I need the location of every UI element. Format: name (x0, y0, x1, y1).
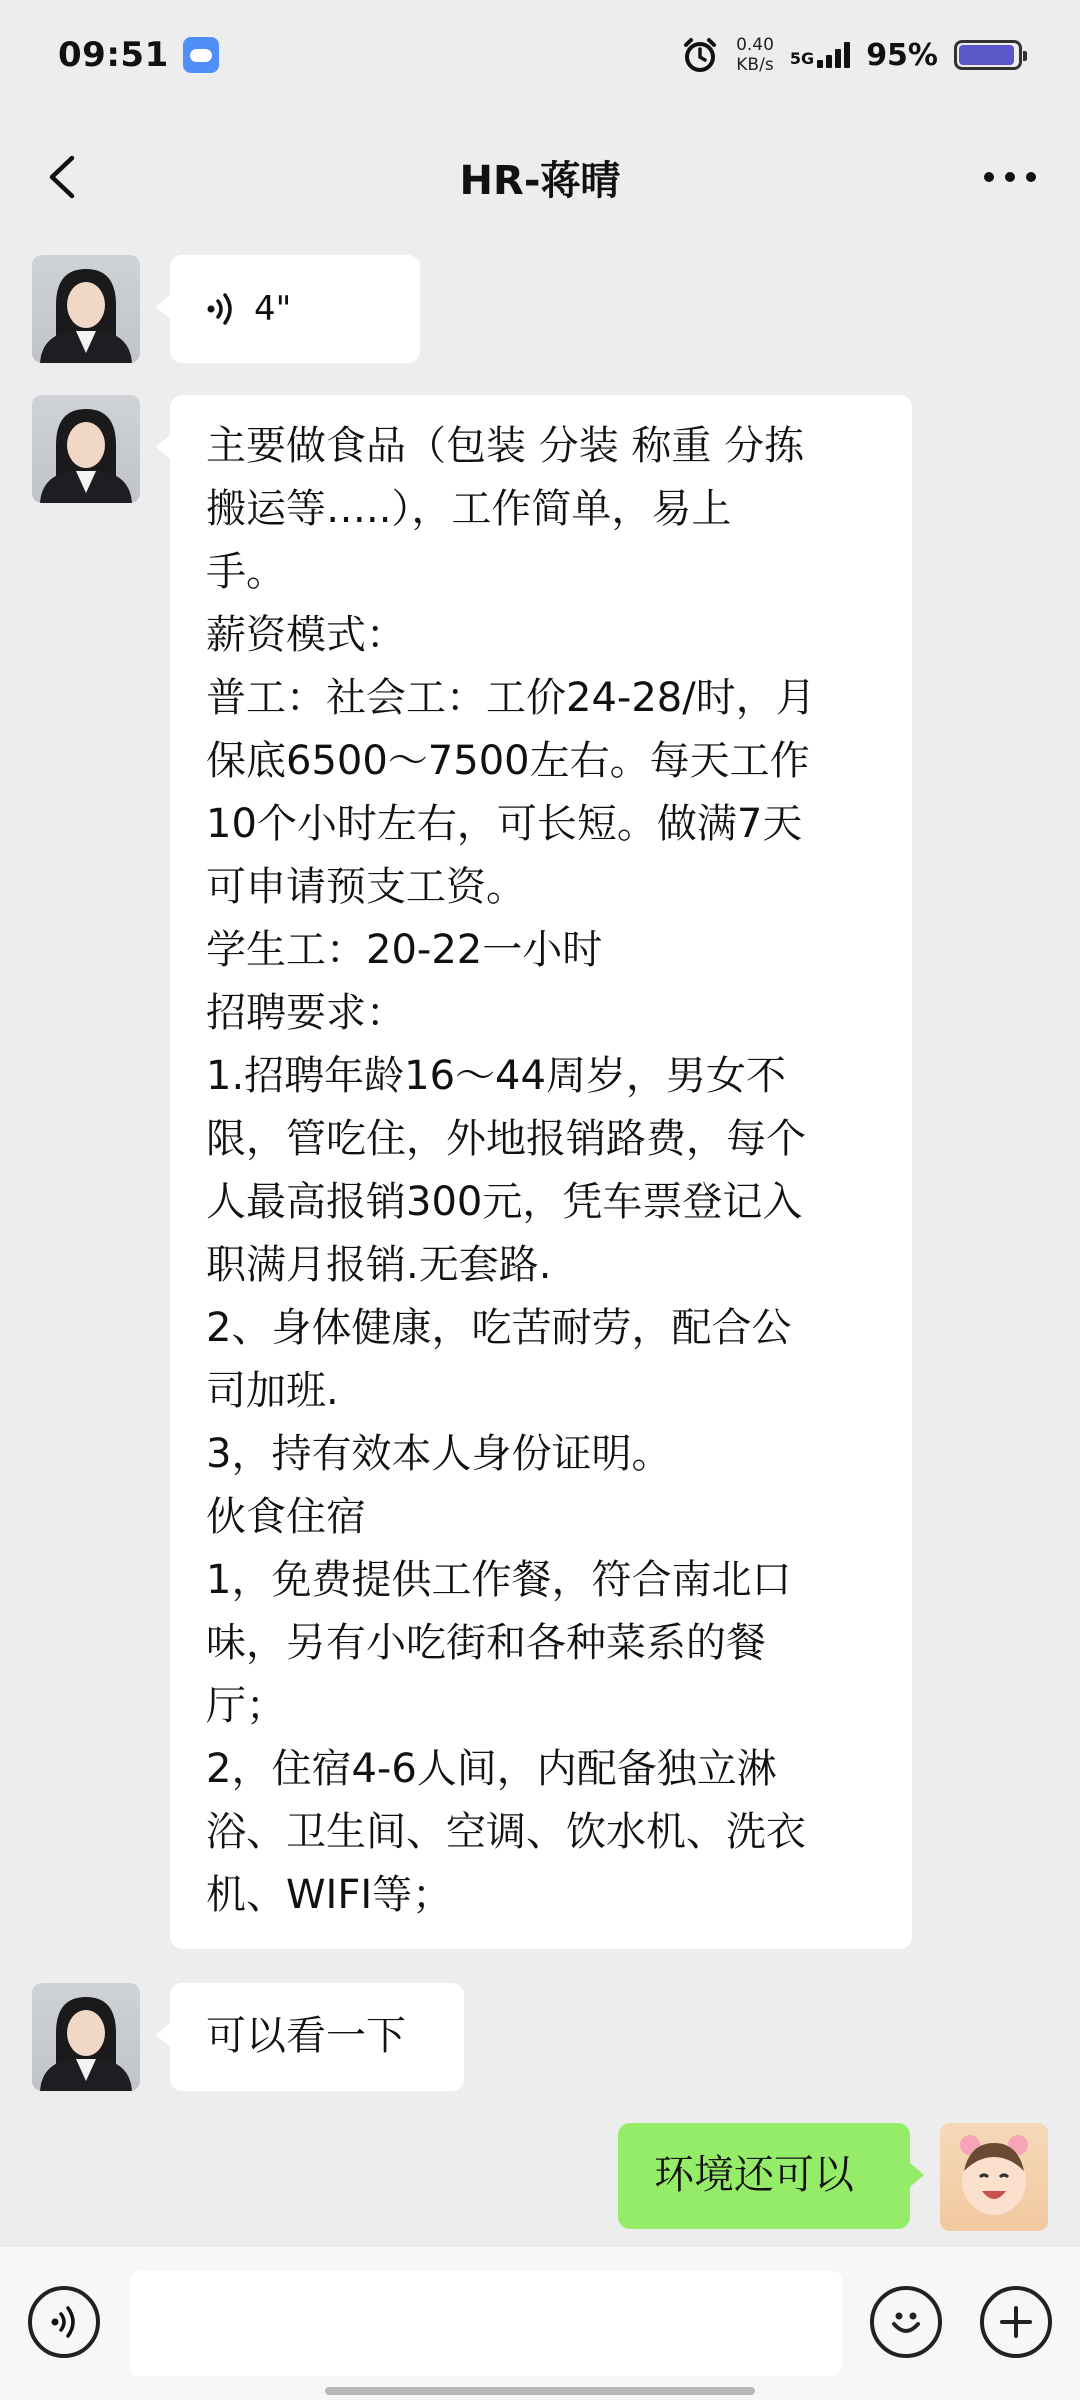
status-indicators (680, 35, 1022, 75)
message-text: 环境还可以 (654, 2152, 854, 2198)
message-text: 主要做食品（包装 分装 称重 分拣 搬运等…..），工作简单，易上 手。 薪资模式： 普工：社会工：工价24-28/时，月 保底6500～7500左右。每天工作 10个小时左右，可长短。做满7天 可申请预支工资。 学生工：20-22一小时 招聘要求： 1.招聘年龄16～44周岁，男女不 限，管吃住，外地报销路费，每个 人最高报销300元，凭车票登记入 职满月报销.无套路. 2、身体健康，吃苦耐劳，配合公 司加班. 3，持有效本人身份证明。 伙食住宿 1，免费提供工作餐，符合南北口 味，另有小吃街和各种菜系的餐 厅； 2，住宿4-6人间，内配备独立淋 浴、卫生间、空调、饮水机、洗衣 机、WIFI等； (206, 423, 816, 1918)
battery-icon (954, 40, 1022, 70)
voice-toggle-button[interactable] (28, 2286, 100, 2358)
network-type: 5G (789, 49, 815, 68)
chat-title: HR-蒋晴 (459, 158, 621, 204)
network-speed-unit: KB/s (736, 55, 774, 75)
message-list[interactable] (0, 245, 1080, 2245)
back-button[interactable] (40, 152, 90, 202)
avatar-self[interactable] (940, 2123, 1048, 2231)
plus-icon (996, 2302, 1036, 2342)
input-bar (0, 2245, 1080, 2400)
status-time: 09:51 (58, 35, 169, 75)
voice-duration: 4" (254, 288, 292, 329)
avatar-hr[interactable] (32, 255, 140, 363)
text-message[interactable] (170, 1983, 464, 2091)
avatar-hr[interactable] (32, 395, 140, 503)
voice-message[interactable] (170, 255, 420, 363)
chat-header (0, 110, 1080, 245)
network-speed-value: 0.40 (736, 35, 774, 55)
voice-icon (206, 291, 236, 327)
signal (790, 42, 850, 68)
network-speed (736, 35, 774, 75)
sent-message[interactable] (618, 2123, 910, 2229)
chevron-left-icon (40, 152, 90, 202)
message-input[interactable] (130, 2271, 842, 2376)
text-message[interactable] (170, 395, 912, 1949)
signal-bars-icon (817, 42, 850, 68)
plus-button[interactable] (980, 2286, 1052, 2358)
weather-icon (183, 37, 219, 73)
message-text: 可以看一下 (206, 2013, 406, 2059)
avatar-hr[interactable] (32, 1983, 140, 2091)
emoji-icon (884, 2300, 928, 2344)
more-button[interactable] (980, 152, 1040, 202)
battery-percent: 95% (866, 37, 938, 73)
home-indicator[interactable] (325, 2387, 755, 2395)
more-dots-icon (980, 152, 1040, 202)
battery-level-fill (959, 45, 1014, 65)
status-bar (0, 0, 1080, 110)
alarm-icon (680, 35, 720, 75)
voice-icon (46, 2304, 82, 2340)
emoji-button[interactable] (870, 2286, 942, 2358)
